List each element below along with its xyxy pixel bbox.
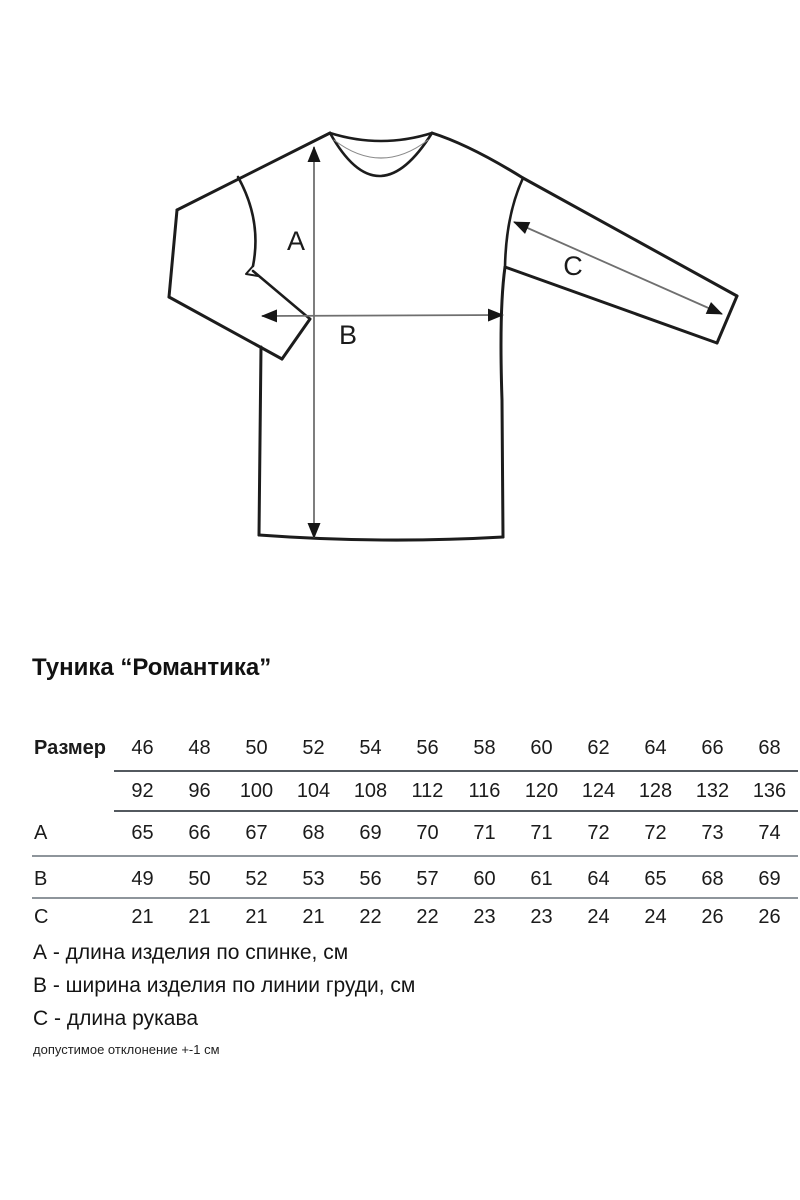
size-value-cell: 22	[416, 905, 439, 928]
legend-item-c: С - длина рукава	[33, 1007, 199, 1030]
right-sleeve-cuff	[717, 296, 737, 343]
size-value-cell: 57	[399, 856, 456, 898]
size-value-cell: 132	[684, 771, 741, 811]
arrow-label-c: C	[563, 251, 583, 281]
size-value-cell: 68	[684, 856, 741, 898]
size-value-cell: 24	[587, 905, 610, 928]
right-shoulder-seam	[432, 133, 523, 178]
size-value-cell: 46	[114, 726, 171, 771]
neck-top-edge	[330, 133, 432, 141]
table-row	[32, 726, 798, 771]
left-sleeve-fold-edge	[169, 210, 177, 297]
row-label	[32, 771, 114, 811]
body-left-edge	[259, 347, 261, 535]
size-value-cell: 54	[342, 726, 399, 771]
size-value-cell: 73	[684, 811, 741, 856]
left-shoulder-seam	[177, 133, 330, 210]
size-value-cell: 104	[285, 771, 342, 811]
size-value-cell: 71	[513, 811, 570, 856]
size-value-cell: 60	[456, 856, 513, 898]
size-value-cell: 64	[570, 856, 627, 898]
row-label: Размер	[34, 737, 107, 759]
size-value-cell: 69	[741, 856, 798, 898]
size-value-cell: 52	[285, 726, 342, 771]
left-sleeve-cuff	[282, 319, 310, 359]
size-value-cell: 26	[758, 905, 781, 928]
size-value-cell: 26	[701, 905, 724, 928]
measure-arrow-b	[262, 315, 503, 316]
size-value-cell: 71	[456, 811, 513, 856]
size-value-cell: 74	[741, 811, 798, 856]
size-value-cell: 100	[228, 771, 285, 811]
legend-item-b: В - ширина изделия по линии груди, см	[33, 974, 416, 997]
table-row	[32, 856, 798, 898]
table-row	[32, 771, 798, 811]
size-value-cell: 21	[131, 905, 154, 928]
tolerance-note: допустимое отклонение +-1 см	[33, 1042, 220, 1057]
right-sleeve-bottom-edge	[505, 267, 717, 343]
size-table	[32, 726, 798, 935]
measurement-arrows	[262, 147, 722, 538]
size-value-cell: 124	[570, 771, 627, 811]
table-row	[32, 898, 798, 935]
size-value-cell: 116	[456, 771, 513, 811]
right-sleeve-top-edge	[523, 178, 737, 296]
size-value-cell: 69	[342, 811, 399, 856]
size-value-cell: 21	[188, 905, 211, 928]
body-hem	[259, 535, 503, 540]
size-value-cell: 24	[644, 905, 667, 928]
size-value-cell: 112	[399, 771, 456, 811]
size-value-cell: 96	[171, 771, 228, 811]
size-value-cell: 108	[342, 771, 399, 811]
size-value-cell: 62	[570, 726, 627, 771]
garment-outline	[169, 133, 737, 540]
size-value-cell: 56	[342, 856, 399, 898]
legend-item-a: А - длина изделия по спинке, см	[33, 941, 349, 964]
measure-arrow-c	[514, 222, 722, 314]
arrow-label-a: A	[286, 226, 306, 256]
left-sleeve-crease	[253, 271, 310, 319]
size-value-cell: 65	[627, 856, 684, 898]
size-table-body	[32, 726, 798, 935]
size-value-cell: 48	[171, 726, 228, 771]
size-value-cell: 68	[285, 811, 342, 856]
size-value-cell: 21	[302, 905, 325, 928]
size-value-cell: 136	[741, 771, 798, 811]
size-value-cell: 68	[741, 726, 798, 771]
arrow-label-b: B	[338, 320, 358, 350]
row-label: B	[32, 856, 114, 898]
size-value-cell: 23	[473, 905, 496, 928]
size-value-cell: 64	[627, 726, 684, 771]
neck-outer-curve	[330, 133, 432, 176]
measurement-legend	[33, 936, 415, 1035]
size-value-cell: 58	[456, 726, 513, 771]
size-value-cell: 72	[570, 811, 627, 856]
row-label: C	[34, 905, 49, 928]
size-value-cell: 120	[513, 771, 570, 811]
size-value-cell: 52	[228, 856, 285, 898]
size-value-cell: 72	[627, 811, 684, 856]
size-value-cell: 67	[228, 811, 285, 856]
row-label: A	[32, 811, 114, 856]
size-value-cell: 21	[245, 905, 268, 928]
size-value-cell: 53	[285, 856, 342, 898]
size-value-cell: 66	[171, 811, 228, 856]
size-value-cell: 23	[530, 905, 553, 928]
left-sleeve-bottom-edge	[169, 297, 282, 359]
size-value-cell: 70	[399, 811, 456, 856]
size-value-cell: 65	[114, 811, 171, 856]
left-armhole-seam	[238, 177, 255, 266]
table-row	[32, 811, 798, 856]
body-right-edge	[501, 267, 505, 537]
size-value-cell: 60	[513, 726, 570, 771]
size-value-cell: 92	[114, 771, 171, 811]
page-title: Туника “Романтика”	[32, 654, 272, 681]
size-value-cell: 50	[171, 856, 228, 898]
size-value-cell: 22	[359, 905, 382, 928]
size-value-cell: 128	[627, 771, 684, 811]
size-value-cell: 66	[684, 726, 741, 771]
size-value-cell: 50	[228, 726, 285, 771]
size-value-cell: 61	[513, 856, 570, 898]
size-value-cell: 56	[399, 726, 456, 771]
size-value-cell: 49	[114, 856, 171, 898]
